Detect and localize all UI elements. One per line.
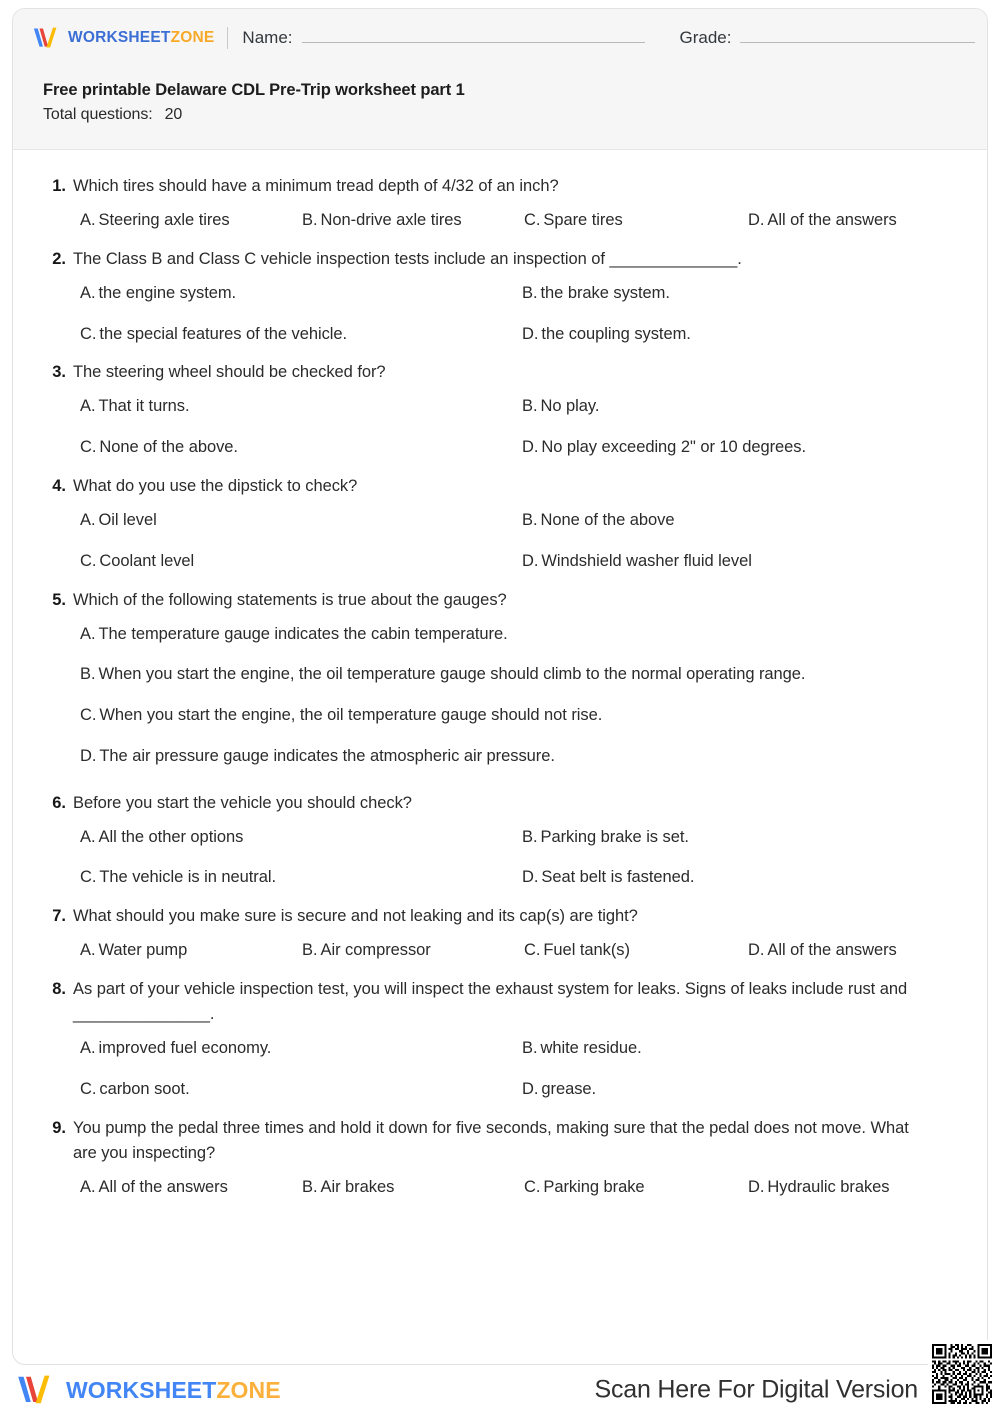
answer-option[interactable] bbox=[748, 208, 897, 233]
question-header bbox=[43, 174, 957, 199]
student-identity-row bbox=[13, 9, 987, 67]
question-item bbox=[43, 174, 957, 233]
answer-option-letter: A. bbox=[80, 827, 96, 846]
question-text: The Class B and Class C vehicle inspection tests include an inspection of ______________. bbox=[73, 249, 742, 268]
answer-option-letter: C. bbox=[80, 324, 97, 343]
footer-brand-logo[interactable] bbox=[14, 1372, 281, 1408]
answer-option-text: the coupling system. bbox=[541, 324, 691, 343]
answer-option-text: Non-drive axle tires bbox=[320, 211, 462, 230]
answer-option-letter: C. bbox=[80, 1079, 97, 1098]
question-number: 1. bbox=[52, 177, 66, 195]
question-header bbox=[43, 247, 957, 272]
answer-option[interactable] bbox=[80, 662, 957, 687]
answer-option-text: All the other options bbox=[98, 827, 244, 846]
answer-option[interactable] bbox=[80, 1175, 302, 1200]
question-item bbox=[43, 904, 957, 963]
worksheet-title-block bbox=[13, 67, 987, 128]
question-item bbox=[43, 247, 957, 347]
answer-option[interactable] bbox=[80, 322, 522, 347]
answer-option-letter: D. bbox=[522, 551, 539, 570]
answer-option-letter: B. bbox=[302, 1177, 318, 1196]
question-header bbox=[43, 474, 957, 499]
question-number: 2. bbox=[52, 249, 66, 268]
answer-option-text: the brake system. bbox=[540, 283, 670, 302]
brand-name-part1: WORKSHEET bbox=[68, 29, 171, 47]
answer-option-text: Seat belt is fastened. bbox=[541, 868, 695, 887]
answer-option-text: All of the answers bbox=[98, 1177, 228, 1196]
answer-options bbox=[43, 622, 957, 769]
answer-option[interactable] bbox=[522, 281, 957, 306]
question-number: 4. bbox=[52, 476, 66, 495]
answer-option-letter: A. bbox=[80, 1039, 96, 1058]
answer-option-letter: A. bbox=[80, 397, 96, 416]
question-number: 6. bbox=[52, 793, 66, 812]
answer-options bbox=[43, 1175, 957, 1200]
answer-option-letter: C. bbox=[524, 1177, 541, 1196]
answer-option[interactable] bbox=[522, 322, 957, 347]
question-number: 5. bbox=[52, 590, 66, 609]
answer-option-letter: A. bbox=[80, 1177, 96, 1196]
answer-option-letter: A. bbox=[80, 511, 96, 530]
question-text: What should you make sure is secure and not leaking and its cap(s) are tight? bbox=[73, 907, 638, 926]
worksheet-header bbox=[13, 9, 987, 150]
total-questions-value: 20 bbox=[164, 105, 183, 123]
answer-option-letter: C. bbox=[80, 706, 97, 725]
brand-name-part2: ZONE bbox=[170, 29, 215, 47]
answer-option-letter: D. bbox=[522, 1079, 539, 1098]
answer-option[interactable] bbox=[524, 208, 748, 233]
question-item bbox=[43, 474, 957, 574]
answer-option-text: the special features of the vehicle. bbox=[99, 324, 348, 343]
answer-option[interactable] bbox=[524, 938, 748, 963]
answer-options bbox=[43, 508, 957, 574]
question-number: 8. bbox=[52, 980, 66, 999]
answer-option-letter: C. bbox=[80, 868, 97, 887]
total-questions-line bbox=[43, 103, 987, 128]
question-item bbox=[43, 791, 957, 891]
answer-option[interactable] bbox=[748, 1175, 890, 1200]
answer-option-letter: D. bbox=[748, 941, 765, 960]
worksheet-zone-logo-icon bbox=[31, 25, 61, 51]
answer-option-letter: D. bbox=[748, 1177, 765, 1196]
question-header bbox=[43, 791, 957, 816]
answer-option[interactable] bbox=[80, 435, 522, 460]
answer-option-text: The vehicle is in neutral. bbox=[99, 868, 277, 887]
answer-option-text: When you start the engine, the oil temperature gauge should climb to the normal operating range. bbox=[98, 665, 806, 684]
answer-option-text: grease. bbox=[541, 1079, 597, 1098]
name-field-label: Name: bbox=[242, 28, 293, 47]
answer-option[interactable] bbox=[80, 744, 957, 769]
answer-option-text: Oil level bbox=[98, 511, 157, 530]
answer-option[interactable] bbox=[80, 938, 302, 963]
page-footer bbox=[0, 1366, 1000, 1414]
answer-option-letter: B. bbox=[522, 511, 538, 530]
answer-option-text: Coolant level bbox=[99, 551, 195, 570]
answer-option-letter: B. bbox=[302, 941, 318, 960]
answer-option-text: the engine system. bbox=[98, 283, 237, 302]
answer-option-text: Hydraulic brakes bbox=[767, 1177, 890, 1196]
question-text: The steering wheel should be checked for? bbox=[73, 363, 386, 382]
answer-options bbox=[43, 394, 957, 460]
question-text: What do you use the dipstick to check? bbox=[73, 476, 358, 495]
answer-option-text: None of the above bbox=[540, 511, 675, 530]
answer-option-text: improved fuel economy. bbox=[98, 1039, 272, 1058]
answer-options bbox=[43, 825, 957, 891]
answer-option-text: Windshield washer fluid level bbox=[541, 551, 752, 570]
answer-option-letter: C. bbox=[80, 438, 97, 457]
answer-option-text: Fuel tank(s) bbox=[543, 941, 630, 960]
name-field[interactable] bbox=[242, 28, 644, 48]
answer-option[interactable] bbox=[522, 435, 957, 460]
header-divider bbox=[227, 27, 228, 49]
answer-option-letter: B. bbox=[522, 283, 538, 302]
question-item bbox=[43, 588, 957, 769]
answer-option[interactable] bbox=[522, 1036, 957, 1061]
answer-option-letter: C. bbox=[524, 941, 541, 960]
grade-field[interactable] bbox=[680, 28, 976, 48]
answer-option[interactable] bbox=[522, 865, 957, 890]
question-header bbox=[43, 977, 957, 1027]
question-text: Before you start the vehicle you should check? bbox=[73, 793, 412, 812]
answer-option-text: All of the answers bbox=[767, 211, 897, 230]
answer-option-letter: B. bbox=[302, 211, 318, 230]
answer-option-text: No play exceeding 2" or 10 degrees. bbox=[541, 438, 807, 457]
answer-option[interactable] bbox=[748, 938, 897, 963]
question-header bbox=[43, 904, 957, 929]
answer-option[interactable] bbox=[522, 549, 957, 574]
answer-option[interactable] bbox=[522, 1077, 957, 1102]
answer-option-letter: A. bbox=[80, 941, 96, 960]
header-brand-logo bbox=[31, 25, 214, 51]
answer-option-letter: A. bbox=[80, 624, 96, 643]
answer-option-text: Parking brake bbox=[543, 1177, 645, 1196]
answer-option[interactable] bbox=[80, 1036, 522, 1061]
answer-option-letter: B. bbox=[522, 1039, 538, 1058]
answer-options bbox=[43, 208, 957, 233]
grade-field-rule[interactable] bbox=[740, 28, 975, 43]
question-text: Which of the following statements is true about the gauges? bbox=[73, 590, 507, 609]
answer-options bbox=[43, 281, 957, 347]
scan-here-text: Scan Here For Digital Version bbox=[594, 1375, 918, 1404]
question-item bbox=[43, 1116, 957, 1200]
header-brand-wordmark bbox=[68, 30, 214, 46]
answer-option-letter: D. bbox=[80, 746, 97, 765]
answer-options bbox=[43, 1036, 957, 1102]
answer-option-text: Water pump bbox=[98, 941, 188, 960]
answer-option[interactable] bbox=[80, 1077, 522, 1102]
answer-option-text: carbon soot. bbox=[99, 1079, 190, 1098]
answer-option-text: white residue. bbox=[540, 1039, 642, 1058]
answer-option-letter: D. bbox=[522, 438, 539, 457]
answer-option-text: Air brakes bbox=[320, 1177, 395, 1196]
answer-option-letter: B. bbox=[522, 397, 538, 416]
question-text: As part of your vehicle inspection test, you will inspect the exhaust system for leaks. Signs of leaks include rust and _______________. bbox=[73, 980, 908, 1024]
name-field-rule[interactable] bbox=[302, 28, 645, 43]
answer-option[interactable] bbox=[80, 508, 522, 533]
answer-option[interactable] bbox=[80, 703, 957, 728]
question-header bbox=[43, 588, 957, 613]
answer-option-text: Parking brake is set. bbox=[540, 827, 689, 846]
answer-option-text: The air pressure gauge indicates the atmospheric air pressure. bbox=[99, 746, 555, 765]
answer-option[interactable] bbox=[80, 281, 522, 306]
question-header bbox=[43, 1116, 957, 1166]
total-questions-label: Total questions: bbox=[43, 105, 153, 123]
answer-option[interactable] bbox=[80, 208, 302, 233]
answer-option-text: When you start the engine, the oil temperature gauge should not rise. bbox=[99, 706, 603, 725]
grade-field-label: Grade: bbox=[679, 28, 732, 47]
worksheet-card bbox=[12, 8, 988, 1365]
question-text: You pump the pedal three times and hold it down for five seconds, making sure that the pedal does not move. What are you inspecting? bbox=[73, 1118, 909, 1162]
answer-option[interactable] bbox=[80, 549, 522, 574]
answer-option[interactable] bbox=[80, 394, 522, 419]
answer-option-letter: A. bbox=[80, 211, 96, 230]
answer-option-text: Air compressor bbox=[320, 941, 431, 960]
footer-brand-name-part2: ZONE bbox=[216, 1376, 281, 1403]
answer-option-letter: C. bbox=[524, 211, 541, 230]
answer-option-text: No play. bbox=[540, 397, 600, 416]
answer-option-letter: D. bbox=[522, 868, 539, 887]
answer-option-letter: B. bbox=[522, 827, 538, 846]
answer-option[interactable] bbox=[80, 865, 522, 890]
question-number: 3. bbox=[52, 363, 66, 382]
answer-option-text: That it turns. bbox=[98, 397, 190, 416]
question-number: 9. bbox=[52, 1118, 66, 1137]
answer-option-letter: D. bbox=[522, 324, 539, 343]
question-item bbox=[43, 360, 957, 460]
answer-option-text: Spare tires bbox=[543, 211, 623, 230]
answer-option[interactable] bbox=[80, 825, 522, 850]
answer-option[interactable] bbox=[522, 394, 957, 419]
answer-option[interactable] bbox=[522, 825, 957, 850]
answer-option[interactable] bbox=[302, 208, 524, 233]
answer-option-letter: D. bbox=[748, 211, 765, 230]
answer-option-text: All of the answers bbox=[767, 941, 897, 960]
page-title: Free printable Delaware CDL Pre-Trip worksheet part 1 bbox=[43, 81, 465, 99]
worksheet-zone-logo-icon bbox=[14, 1372, 56, 1408]
question-number: 7. bbox=[52, 907, 66, 926]
answer-option-letter: A. bbox=[80, 283, 96, 302]
footer-brand-wordmark bbox=[66, 1376, 281, 1403]
answer-option-letter: B. bbox=[80, 665, 96, 684]
answer-option[interactable] bbox=[302, 1175, 524, 1200]
answer-options bbox=[43, 938, 957, 963]
questions-list bbox=[13, 150, 987, 1200]
answer-option[interactable] bbox=[522, 508, 957, 533]
answer-option[interactable] bbox=[302, 938, 524, 963]
footer-brand-name-part1: WORKSHEET bbox=[66, 1376, 217, 1403]
answer-option-text: Steering axle tires bbox=[98, 211, 230, 230]
answer-option[interactable] bbox=[524, 1175, 748, 1200]
answer-option-letter: C. bbox=[80, 551, 97, 570]
question-item bbox=[43, 977, 957, 1102]
question-text: Which tires should have a minimum tread depth of 4/32 of an inch? bbox=[73, 177, 559, 195]
question-header bbox=[43, 360, 957, 385]
answer-option-text: The temperature gauge indicates the cabin temperature. bbox=[98, 624, 508, 643]
answer-option-text: None of the above. bbox=[99, 438, 238, 457]
answer-option[interactable] bbox=[80, 622, 957, 647]
